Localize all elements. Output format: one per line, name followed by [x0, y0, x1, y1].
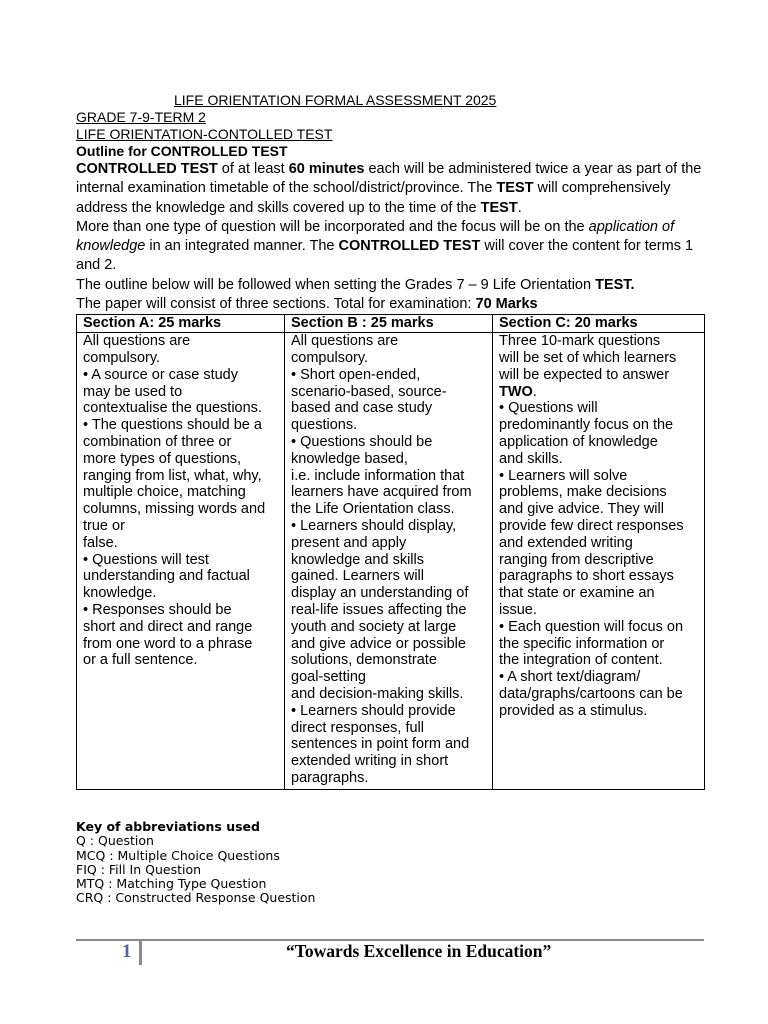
cell-line: display an understanding of [291, 585, 469, 602]
sections-table [76, 314, 705, 789]
intro-bold: TEST. [595, 276, 635, 293]
cell-line: • Responses should be [83, 601, 232, 618]
document-title: LIFE ORIENTATION FORMAL ASSESSMENT 2025 [174, 92, 497, 108]
cell-line: multiple choice, matching [83, 484, 246, 501]
cell-line: will be set of which learners [499, 349, 677, 366]
subject-heading: LIFE ORIENTATION-CONTOLLED TEST [76, 126, 333, 142]
cell-line: goal-setting [291, 669, 366, 686]
intro-bold: TEST [480, 199, 518, 216]
cell-line: • A short text/diagram/ [499, 669, 641, 686]
cell-line: that state or examine an [499, 585, 655, 602]
intro-text: of at least [217, 161, 289, 177]
cell-line: knowledge. [83, 585, 157, 602]
cell-line: • Short open-ended, [291, 366, 421, 383]
cell-line: false. [83, 534, 118, 551]
intro-text: in an integrated manner. The [145, 238, 339, 255]
cell-line: knowledge and skills [291, 551, 424, 568]
section-c-rest [499, 400, 698, 719]
cell-line: columns, missing words and [83, 501, 266, 518]
intro-bold: CONTROLLED TEST [76, 161, 218, 177]
cell-line: compulsory. [291, 349, 369, 366]
cell-line: provide few direct responses [499, 517, 684, 534]
key-item: CRQ : Constructed Response Question [76, 890, 316, 906]
page-number: 1 [122, 941, 132, 962]
intro-paragraph-4 [76, 295, 704, 314]
intro-bold: TEST [496, 180, 534, 197]
intro-text: will comprehensively address the knowledge and skills covered up to the time of the [76, 180, 671, 216]
cell-line: the integration of content. [499, 652, 663, 669]
cell-line: issue. [499, 601, 537, 618]
cell-line: the Life Orientation class. [291, 501, 455, 518]
cell-line [499, 384, 698, 401]
cell-line: extended writing in short [291, 753, 449, 770]
cell-bold: TWO [499, 383, 533, 400]
cell-line: questions. [291, 417, 358, 434]
abbreviation-key [76, 820, 315, 906]
intro-text: The outline below will be followed when setting the Grades 7 – 9 Life Orientation [76, 276, 596, 293]
cell-line: present and apply [291, 534, 407, 551]
cell-line: compulsory. [83, 349, 161, 366]
cell-line: understanding and factual [83, 568, 250, 585]
cell-line: learners have acquired from [291, 484, 472, 501]
cell-text: . [532, 383, 537, 400]
cell-line: All questions are [291, 333, 399, 350]
cell-line: paragraphs. [291, 769, 369, 786]
intro-paragraph-2 [76, 218, 704, 276]
cell-line: scenario-based, source- [291, 383, 447, 400]
intro-paragraphs [76, 160, 704, 314]
cell-line: will be expected to answer [499, 366, 670, 383]
cell-line: ranging from list, what, why, [83, 467, 262, 484]
cell-line: and give advice. They will [499, 501, 664, 518]
key-item: Q : Question [76, 833, 154, 849]
cell-line: • Learners should display, [291, 517, 457, 534]
cell-line: may be used to [83, 383, 183, 400]
cell-line: • Questions will test [83, 551, 209, 568]
cell-line: contextualise the questions. [83, 400, 262, 417]
key-item: MTQ : Matching Type Question [76, 876, 267, 892]
grade-term: GRADE 7-9-TERM 2 [76, 109, 206, 125]
cell-line: application of knowledge [499, 433, 658, 450]
cell-line: short and direct and range [83, 618, 253, 635]
cell-line: data/graphs/cartoons can be [499, 685, 683, 702]
cell-line: true or [83, 517, 125, 534]
cell-line: real-life issues affecting the [291, 601, 467, 618]
cell-line: • The questions should be a [83, 417, 262, 434]
intro-italic: application of knowledge [76, 218, 675, 255]
cell-line: based and case study [291, 400, 433, 417]
cell-line: youth and society at large [291, 618, 457, 635]
cell-line: • A source or case study [83, 366, 238, 383]
cell-line: Three 10-mark questions [499, 333, 661, 350]
table-header-row [77, 315, 705, 333]
intro-text: More than one type of question will be incorporated and the focus will be on the [76, 218, 589, 235]
cell-line: problems, make decisions [499, 484, 667, 501]
cell-line: and give advice or possible [291, 635, 466, 652]
footer-motto: “Towards Excellence in Education” [286, 941, 552, 961]
cell-line: • Questions will [499, 400, 598, 417]
cell-line: or a full sentence. [83, 652, 198, 669]
intro-paragraph-3 [76, 276, 704, 295]
key-item: FIQ : Fill In Question [76, 861, 202, 877]
cell-line: and extended writing [499, 534, 633, 551]
cell-line: All questions are [83, 333, 191, 350]
cell-line: • Each question will focus on [499, 618, 684, 635]
cell-line: paragraphs to short essays [499, 568, 674, 585]
cell-line: and skills. [499, 450, 563, 467]
section-b-header: Section B : 25 marks [285, 315, 493, 333]
document-body [76, 92, 704, 790]
cell-line: sentences in point form and [291, 736, 470, 753]
key-item: MCQ : Multiple Choice Questions [76, 847, 280, 863]
section-b-cell [285, 333, 493, 790]
key-title: Key of abbreviations used [76, 819, 260, 834]
intro-bold: 70 Marks [475, 296, 538, 313]
outline-heading: Outline for CONTROLLED TEST [76, 143, 288, 159]
intro-bold: 60 minutes [288, 161, 365, 177]
cell-line: from one word to a phrase [83, 635, 253, 652]
cell-line: and decision-making skills. [291, 685, 464, 702]
cell-line: gained. Learners will [291, 568, 424, 585]
intro-paragraph-1 [76, 160, 704, 218]
intro-text: . [517, 199, 522, 216]
section-a-header: Section A: 25 marks [77, 315, 285, 333]
cell-line: the specific information or [499, 635, 665, 652]
intro-text: The paper will consist of three sections. Total for examination: [76, 296, 476, 313]
cell-line: provided as a stimulus. [499, 702, 648, 719]
intro-text: will cover the content for terms 1 and 2. [76, 238, 694, 274]
cell-line: more types of questions, [83, 450, 241, 467]
footer-divider [139, 941, 142, 965]
cell-line: • Learners will solve [499, 467, 628, 484]
cell-line: • Questions should be [291, 433, 433, 450]
cell-line: direct responses, full [291, 719, 424, 736]
table-row [77, 333, 705, 790]
cell-line: solutions, demonstrate [291, 652, 437, 669]
section-c-header: Section C: 20 marks [493, 315, 705, 333]
cell-line: knowledge based, [291, 450, 408, 467]
cell-line: combination of three or [83, 433, 232, 450]
cell-line: ranging from descriptive [499, 551, 654, 568]
intro-bold: CONTROLLED TEST [338, 238, 481, 255]
section-a-cell [77, 333, 285, 790]
cell-line: • Learners should provide [291, 702, 456, 719]
cell-line: predominantly focus on the [499, 417, 674, 434]
intro-text: each will be administered twice a year as part of the internal examination timetable of the school/district/province. The [76, 161, 702, 197]
section-c-cell [493, 333, 705, 790]
cell-line: i.e. include information that [291, 467, 465, 484]
